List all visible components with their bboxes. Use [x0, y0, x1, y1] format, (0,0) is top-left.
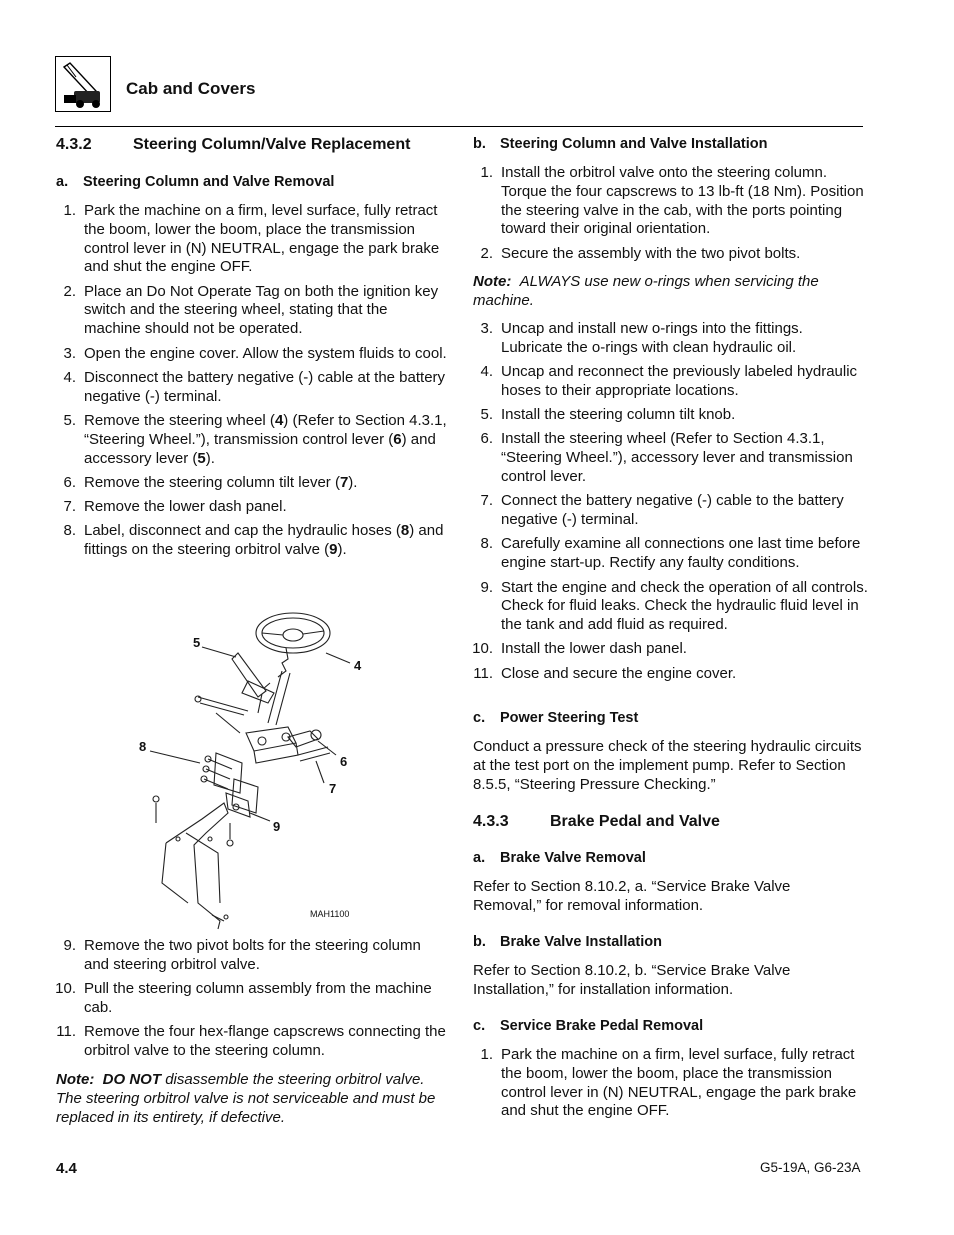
subheading-brake-valve-installation: [473, 934, 662, 950]
subheading-title: Brake Valve Removal: [500, 850, 646, 866]
subheading-power-steering-test: [473, 710, 638, 726]
list-item: [473, 492, 868, 530]
subheading-title: Steering Column and Valve Removal: [83, 174, 335, 190]
step-number: 3.: [63, 344, 76, 362]
model-numbers: G5-19A, G6-23A: [760, 1160, 861, 1175]
step-number: 7.: [63, 498, 76, 516]
removal-steps-continued: [56, 937, 448, 1066]
list-item: [473, 363, 868, 401]
note-label: Note:: [473, 273, 512, 290]
step-number: 1.: [480, 164, 493, 181]
callout-5: 5: [193, 635, 201, 650]
step-number: 8.: [63, 522, 76, 540]
subheading-title: Power Steering Test: [500, 710, 639, 726]
callout-9: 9: [273, 819, 281, 834]
step-text: Park the machine on a firm, level surface, fully retract the boom, lower the boom, place the transmission control lever in (N) NEUTRAL, engage the park brake and shut the engine OFF.: [501, 1046, 857, 1120]
note-text: ALWAYS use new o-rings when servicing the machine.: [473, 273, 819, 309]
step-text: Pull the steering column assembly from the machine cab.: [84, 980, 432, 1016]
step-text: Remove the two pivot bolts for the steering column and steering orbitrol valve.: [84, 937, 421, 973]
installation-steps-continued: [473, 320, 868, 689]
installation-steps: [473, 164, 868, 269]
step-number: 10.: [472, 640, 493, 658]
list-item: [56, 345, 448, 364]
subheading-letter: a.: [473, 850, 486, 866]
telehandler-lift-icon: [56, 57, 110, 111]
step-number: 7.: [480, 492, 493, 510]
step-number: 5.: [480, 406, 493, 424]
callout-7: 7: [329, 781, 337, 796]
step-number: 5.: [63, 411, 76, 429]
note-text: disassemble the steering orbitrol valve. The steering orbitrol valve is not serviceable and must be replaced in its entirety, if defective.: [56, 1071, 436, 1126]
step-text: Install the steering wheel (Refer to Section 4.3.1, “Steering Wheel.”), accessory lever and transmission control lever.: [501, 430, 853, 486]
step-number: 4.: [480, 363, 493, 381]
note-new-o-rings: [473, 273, 865, 311]
step-number: 10.: [55, 980, 76, 998]
step-text: Place an Do Not Operate Tag on both the ignition key switch and the steering wheel, stating that the machine should not be operated.: [84, 282, 439, 338]
list-item: [473, 1046, 868, 1121]
note-emphasis: DO NOT: [102, 1071, 162, 1088]
section-title: Brake Pedal and Valve: [550, 813, 720, 830]
step-text: Install the lower dash panel.: [501, 640, 687, 658]
step-text: Uncap and install new o-rings into the fittings. Lubricate the o-rings with clean hydraulic oil.: [501, 320, 803, 356]
step-text: Uncap and reconnect the previously labeled hydraulic hoses to their appropriate locations.: [501, 363, 858, 399]
subheading-letter: b.: [473, 136, 486, 152]
step-text: Install the steering column tilt knob.: [501, 406, 736, 424]
step-text: Open the engine cover. Allow the system fluids to cool.: [84, 344, 447, 362]
step-text: Remove the four hex-flange capscrews connecting the orbitrol valve to the steering column.: [84, 1023, 446, 1059]
subheading-letter: c.: [473, 710, 486, 726]
section-number: 4.3.2: [56, 136, 92, 153]
step-number: 11.: [56, 1023, 76, 1041]
list-item: [473, 579, 868, 635]
header-divider: [55, 126, 863, 127]
list-item: [56, 522, 448, 560]
brake-valve-installation-text: Refer to Section 8.10.2, b. “Service Brake Valve Installation,” for installation information.: [473, 962, 791, 998]
step-text: Label, disconnect and cap the hydraulic hoses (8) and fittings on the steering orbitrol valve (9).: [84, 522, 444, 559]
list-item: [56, 498, 448, 517]
step-text: Start the engine and check the operation of all controls. Check for fluid leaks. Check the hydraulic fluid level in the tank and add fluid as required.: [501, 578, 868, 634]
list-item: [56, 937, 448, 975]
list-item: [473, 406, 868, 425]
list-item: [473, 535, 868, 573]
subheading-valve-installation: [473, 136, 768, 152]
subheading-title: Service Brake Pedal Removal: [500, 1018, 704, 1034]
header-title: Cab and Covers: [126, 79, 256, 98]
subheading-title: Steering Column and Valve Installation: [500, 136, 768, 152]
step-text: Secure the assembly with the two pivot bolts.: [501, 244, 801, 262]
subheading-letter: c.: [473, 1018, 486, 1034]
step-number: 11.: [473, 664, 493, 682]
list-item: [56, 369, 448, 407]
subheading-brake-pedal-removal: [473, 1018, 703, 1034]
step-number: 4.: [63, 368, 76, 386]
step-number: 2.: [480, 244, 493, 262]
note-do-not-disassemble: [56, 1071, 448, 1127]
section-heading-4-3-3: [473, 813, 720, 831]
steering-column-diagram: [138, 603, 368, 931]
step-number: 9.: [480, 578, 493, 596]
list-item: [56, 1023, 448, 1061]
step-text: Remove the steering column tilt lever (7).: [84, 473, 358, 491]
callout-4: 4: [354, 658, 362, 673]
list-item: [473, 245, 868, 264]
step-text: Park the machine on a firm, level surface, fully retract the boom, lower the boom, place the transmission control lever in (N) NEUTRAL, engage the park brake and shut the engine OFF.: [84, 202, 440, 276]
removal-steps: [56, 202, 448, 566]
steering-column-figure: [138, 603, 368, 931]
list-item: [56, 474, 448, 493]
section-title: Steering Column/Valve Replacement: [133, 136, 411, 153]
section-number: 4.3.3: [473, 813, 509, 830]
step-number: 1.: [63, 202, 76, 219]
step-number: 2.: [63, 282, 76, 300]
list-item: [56, 980, 448, 1018]
step-text: Carefully examine all connections one last time before engine start-up. Rectify any faulty conditions.: [501, 535, 861, 572]
list-item: [56, 283, 448, 339]
step-text: Install the orbitrol valve onto the steering column. Torque the four capscrews to 13 lb-ft (18 Nm). Position the steering valve in the cab, with the ports pointing toward their original orientation.: [501, 164, 864, 238]
section-heading-4-3-2: [56, 136, 410, 154]
subheading-brake-valve-removal: [473, 850, 646, 866]
step-text: Remove the steering wheel (4) (Refer to Section 4.3.1, “Steering Wheel.”), transmission control lever (6) and accessory lever (5).: [84, 411, 447, 467]
step-text: Close and secure the engine cover.: [501, 664, 737, 682]
step-number: 6.: [480, 430, 493, 448]
callout-8: 8: [139, 739, 147, 754]
note-label: Note:: [56, 1071, 95, 1088]
subheading-letter: a.: [56, 174, 69, 190]
step-number: 8.: [480, 535, 493, 553]
logo-box: [55, 56, 111, 112]
step-number: 9.: [63, 937, 76, 954]
page-number: 4.4: [56, 1160, 77, 1177]
list-item: [56, 202, 448, 277]
step-text: Disconnect the battery negative (-) cable at the battery negative (-) terminal.: [84, 368, 446, 405]
list-item: [473, 164, 868, 239]
list-item: [56, 412, 448, 468]
step-text: Connect the battery negative (-) cable to the battery negative (-) terminal.: [501, 492, 844, 529]
step-number: 3.: [480, 320, 493, 337]
brake-valve-removal-text: Refer to Section 8.10.2, a. “Service Brake Valve Removal,” for removal information.: [473, 878, 791, 914]
list-item: [473, 640, 868, 659]
callout-6: 6: [340, 754, 348, 769]
brake-pedal-removal-steps: [473, 1046, 868, 1127]
power-steering-test-text: Conduct a pressure check of the steering hydraulic circuits at the test port on the implement pump. Refer to Section 8.5.5, “Steering Pressure Checking.”: [473, 738, 862, 793]
subheading-letter: b.: [473, 934, 486, 950]
subheading-valve-removal: [56, 174, 334, 190]
subheading-title: Brake Valve Installation: [500, 934, 662, 950]
step-number: 6.: [63, 473, 76, 491]
list-item: [473, 665, 868, 684]
list-item: [473, 320, 868, 358]
step-text: Remove the lower dash panel.: [84, 498, 287, 516]
figure-code: MAH1100: [310, 909, 350, 919]
list-item: [473, 430, 868, 486]
step-number: 1.: [480, 1046, 493, 1063]
